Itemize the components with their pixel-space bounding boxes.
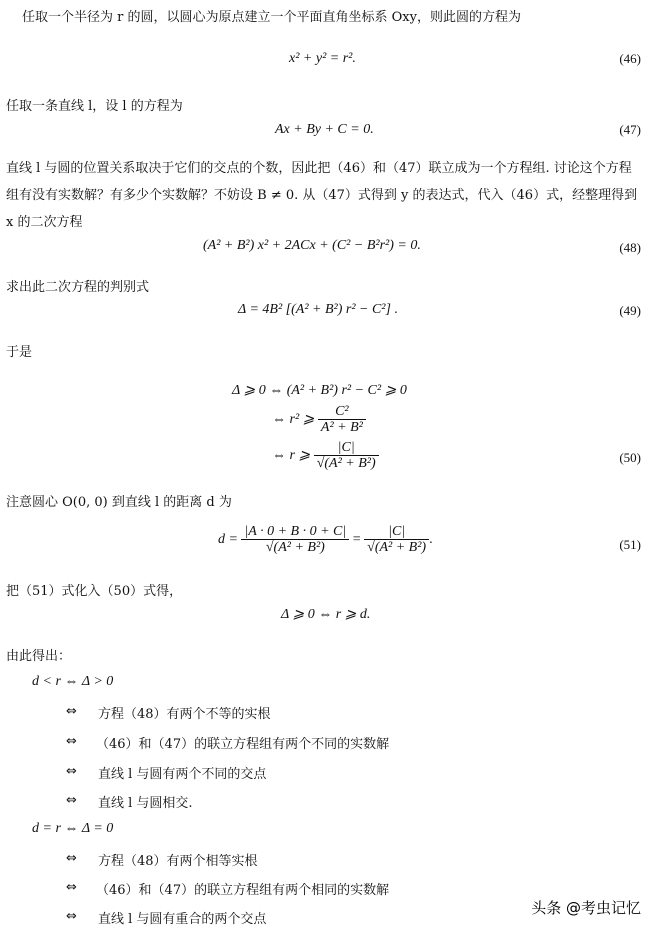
fraction-denominator: √(A² + B²)	[367, 540, 427, 555]
paragraph-line-setup: 任取一条直线 l，设 l 的方程为	[6, 99, 183, 114]
paragraph-discriminant: 求出此二次方程的判别式	[6, 280, 150, 295]
case-1-item: （46）和（47）的联立方程组有两个不同的实数解	[96, 737, 390, 752]
paragraph-conclusion: 由此得出：	[6, 649, 72, 664]
fraction-absc-over-sqrt	[314, 440, 379, 472]
equation-51-left: d =	[218, 532, 238, 548]
case-2-item: （46）和（47）的联立方程组有两个相同的实数解	[96, 883, 390, 898]
paragraph-system-line-2: 组有没有实数解？有多少个实数解？不妨设 B ≠ 0. 从（47）式得到 y 的表达式，代入（46）式，经整理得到	[6, 188, 638, 203]
paragraph-substitute: 把（51）式化入（50）式得，	[6, 584, 183, 599]
fraction-numerator: C²	[318, 404, 366, 420]
iff-arrow-icon: ⇔	[66, 909, 77, 924]
equation-50-line-2-left: ⇔ r² ⩾	[272, 412, 315, 428]
fraction-numerator: |C|	[364, 524, 429, 540]
equation-number-49: (49)	[619, 303, 641, 318]
equation-number-50: (50)	[619, 450, 641, 465]
case-1-item: 直线 l 与圆相交.	[98, 796, 193, 811]
fraction-numerator: |C|	[314, 440, 379, 456]
paragraph-system-line-1: 直线 l 与圆的位置关系取决于它们的交点的个数，因此把（46）和（47）联立成为一个方程组. 讨论这个方程	[6, 161, 632, 176]
equation-48: (A² + B²) x² + 2ACx + (C² − B²r²) = 0.	[203, 238, 421, 253]
paragraph-circle-setup: 任取一个半径为 r 的圆，以圆心为原点建立一个平面直角坐标系 Oxy，则此圆的方程为	[22, 10, 521, 25]
equals-sign: =	[352, 532, 361, 548]
equation-47: Ax + By + C = 0.	[275, 122, 374, 137]
equation-50-line-3-left: ⇔ r ⩾	[272, 448, 311, 464]
fraction-denominator: √(A² + B²)	[316, 456, 376, 471]
fraction-numerator: |A · 0 + B · 0 + C|	[241, 524, 349, 540]
fraction-denominator: √(A² + B²)	[265, 540, 325, 555]
equation-number-47: (47)	[619, 122, 641, 137]
iff-arrow-icon: ⇔	[66, 764, 77, 779]
case-1-item: 方程（48）有两个不等的实根	[98, 707, 271, 722]
fraction-denominator: A² + B²	[320, 420, 363, 435]
equation-49: Δ = 4B² [(A² + B²) r² − C²] .	[238, 302, 398, 317]
iff-arrow-icon: ⇔	[66, 851, 77, 866]
paragraph-therefore: 于是	[6, 345, 33, 360]
case-1-item: 直线 l 与圆有两个不同的交点	[98, 767, 267, 782]
equation-50-line-2	[272, 404, 366, 436]
equation-50-line-3	[272, 440, 379, 472]
fraction-distance-formula	[241, 524, 349, 556]
watermark-text: 头条 @考虫记忆	[531, 899, 641, 917]
case-1-heading: d < r ⇔ Δ > 0	[32, 674, 114, 689]
period: .	[429, 532, 433, 548]
fraction-c2-over-a2b2	[318, 404, 366, 436]
equation-46: x² + y² = r².	[289, 51, 356, 66]
iff-arrow-icon: ⇔	[66, 880, 77, 895]
paragraph-distance: 注意圆心 O(0, 0) 到直线 l 的距离 d 为	[6, 495, 232, 510]
paragraph-system-line-3: x 的二次方程	[6, 215, 83, 230]
iff-arrow-icon: ⇔	[66, 793, 77, 808]
equation-number-48: (48)	[619, 240, 641, 255]
equation-51	[218, 524, 433, 556]
case-2-item: 直线 l 与圆有重合的两个交点	[98, 912, 267, 927]
equation-52: Δ ⩾ 0 ⇔ r ⩾ d.	[281, 607, 371, 622]
case-2-heading: d = r ⇔ Δ = 0	[32, 821, 114, 836]
equation-number-51: (51)	[619, 537, 641, 552]
equation-number-46: (46)	[619, 51, 641, 66]
iff-arrow-icon: ⇔	[66, 704, 77, 719]
iff-arrow-icon: ⇔	[66, 734, 77, 749]
fraction-distance-simplified	[364, 524, 429, 556]
equation-50-line-1: Δ ⩾ 0 ⇔ (A² + B²) r² − C² ⩾ 0	[232, 383, 407, 398]
case-2-item: 方程（48）有两个相等实根	[98, 854, 258, 869]
